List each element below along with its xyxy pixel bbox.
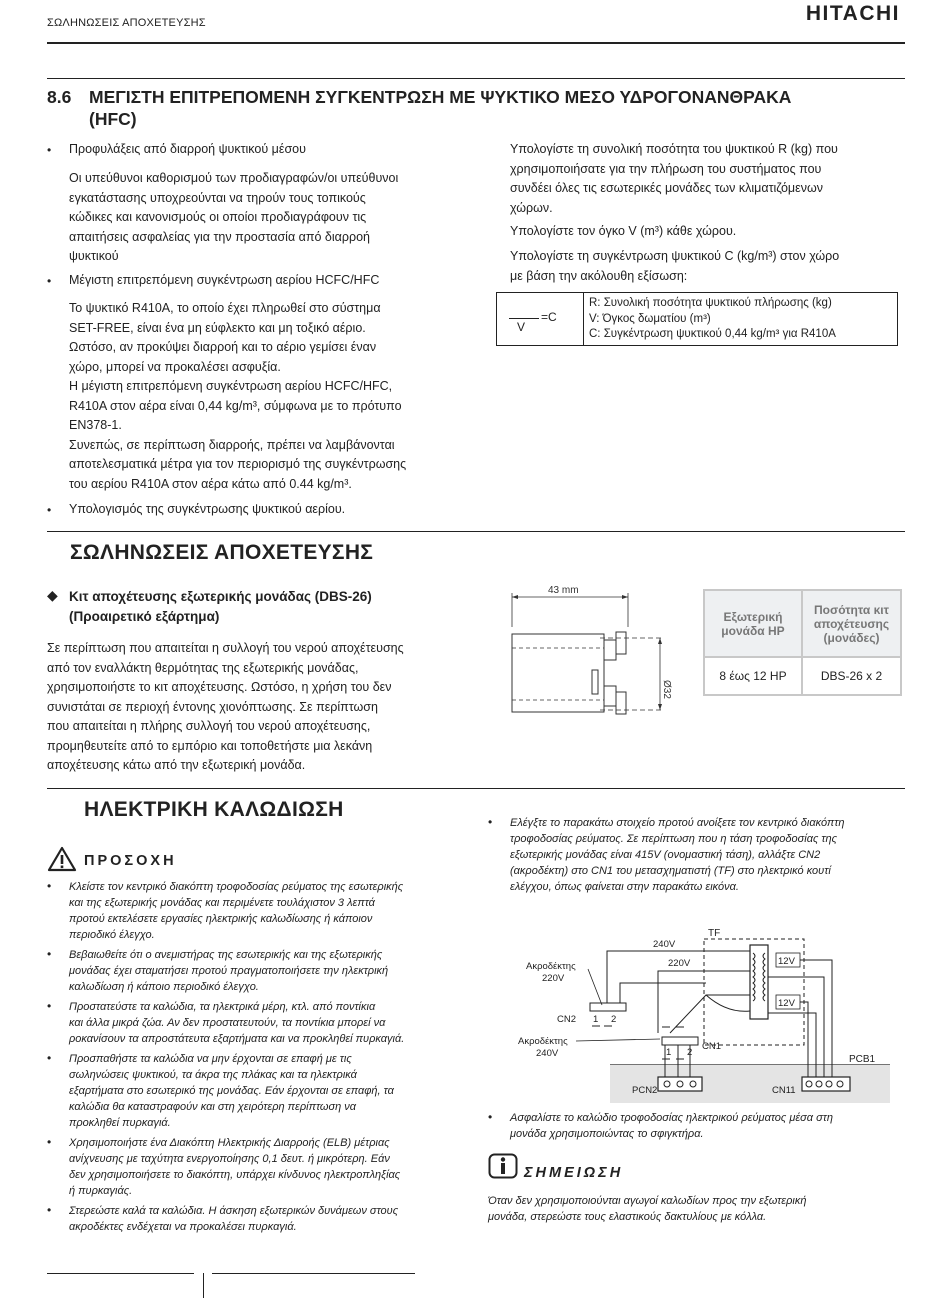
cn1-pin2: 2 (687, 1047, 693, 1058)
bullet-dot: • (488, 815, 493, 829)
dim-width-label: 43 mm (548, 585, 579, 596)
terminal-220v-value: 220V (542, 973, 565, 984)
bullet-dot: • (47, 274, 52, 288)
v12a-label: 12V (778, 956, 795, 967)
terminal-220v-label: Ακροδέκτης (526, 961, 576, 972)
section-rule (47, 78, 905, 79)
section-number: 8.6 (47, 87, 72, 107)
wiring-diagram (510, 923, 900, 1103)
formula-box (496, 292, 898, 346)
bullet-dot: • (47, 143, 52, 157)
cn2-pin1: 1 (593, 1014, 599, 1025)
table-row (704, 657, 901, 695)
bullet-dot: • (47, 999, 52, 1013)
drain-section-title: ΣΩΛΗΝΩΣΕΙΣ ΑΠΟΧΕΤΕΥΣΗΣ (70, 541, 374, 564)
caution-title: ΠΡΟΣΟΧΗ (84, 853, 177, 869)
v12b-label: 12V (778, 998, 795, 1009)
v240-label: 240V (653, 939, 676, 950)
table-header-qty: Ποσότητα κιτ αποχέτευσης (μονάδες) (802, 590, 901, 657)
section-rule (47, 788, 905, 789)
formula-definitions: R: Συνολική ποσότητα ψυκτικού πλήρωσης (kg) V: Όγκος δωματίου (m³) C: Συγκέντρωση ψυκτικού 0,44 kg/m³ για R410A (589, 297, 836, 340)
paragraph-room-volume: Υπολογίστε τον όγκο V (m³) κάθε χώρου. (510, 224, 737, 238)
footer-rule-right (212, 1273, 415, 1274)
bullet-dot: • (47, 1051, 52, 1065)
table-cell-qty: DBS-26 x 2 (802, 657, 901, 695)
formula-denominator: V (517, 320, 526, 334)
table-header-row (704, 590, 901, 657)
cn2-connector (590, 1003, 626, 1011)
list-item: • Ελέγξτε το παρακάτω στοιχείο προτού ανοίξετε τον κεντρικό διακόπτη τροφοδοσίας ρεύματος. Σε περίπτωση που η τάση τροφοδοσίας της εξωτερικής μονάδας είναι 415V (ονομαστική τάση), αλλάξτε CN2 (ακροδέκτη) στο CN1 του μετασχηματιστή (TF) στο ηλεκτρικό κουτί ελέγχου, όπως φαίνεται στην παρακάτω εικόνα. (488, 815, 845, 893)
list-item: • Προσπαθήστε τα καλώδια να μην έρχονται σε επαφή με τις σωληνώσεις ψυκτικού, τα άκρα της πλάκας και τα ηλεκτρικά εξαρτήματα στο εσωτερικό της μονάδας. Εάν έρχονται σε επαφή, τα καλώδια θα καταστραφούν και στη χειρότερη περίπτωση να προκληθεί πυρκαγιά. (47, 1051, 394, 1129)
section-title-cont: (HFC) (89, 109, 137, 129)
warning-triangle-icon (47, 846, 77, 872)
brand-logo: HITACHI (805, 2, 900, 25)
drain-paragraph: Σε περίπτωση που απαιτείται η συλλογή του νερού αποχέτευσης από τον εναλλάκτη θερμότητας της εξωτερικής μονάδας, χρησιμοποιήστε το κιτ αποχέτευσης. Ωστόσο, η χρήση του δεν συνιστάται σε περιοχή έντονης χιονόπτωσης. Σε περίπτωση που απαιτείται η πλήρης συλλογή του νερού αποχέτευσης, προμηθευτείτε από το εμπόριο και τοποθετήστε μια λεκάνη αποχέτευσης κάτω από την εξωτερική μονάδα. (47, 641, 404, 772)
caution-list (47, 879, 464, 1239)
bullet-refrigerant-leak: Προφυλάξεις από διαρροή ψυκτικού μέσου (69, 142, 306, 156)
bullet-calculation: Υπολογισμός της συγκέντρωσης ψυκτικού αερίου. (69, 502, 346, 516)
tf-label: TF (708, 928, 721, 939)
drain-kit-drawing (500, 582, 680, 722)
formula-divider (583, 293, 584, 345)
bullet-dot: • (488, 1110, 493, 1124)
bullet-dot: • (47, 1135, 52, 1149)
bullet-dot: • (47, 947, 52, 961)
paragraph-regulations: Οι υπεύθυνοι καθορισμού των προδιαγραφών/οι υπεύθυνοι εγκατάστασης υποχρεούνται να τηρούν τους τοπικούς κώδικες και κανονισμούς οι οποίοι προδιαγράφουν τις απαιτήσεις ασφαλείας για την προστασία από διαρροή ψυκτικού (69, 171, 399, 263)
list-item: • Κλείστε τον κεντρικό διακόπτη τροφοδοσίας ρεύματος της εσωτερικής και της εξωτερικής μονάδας και περιμένετε τουλάχιστον 3 λεπτά προτού εκτελέσετε εργασίες ηλεκτρικής καλωδίωσης ή κάποιον περιοδικό έλεγχο. (47, 879, 404, 941)
paragraph-concentration: Υπολογίστε τη συγκέντρωση ψυκτικού C (kg/m³) στον χώρο με βάση την ακόλουθη εξίσωση: (510, 249, 840, 283)
bullet-max-concentration: Μέγιστη επιτρεπόμενη συγκέντρωση αερίου HCFC/HFC (69, 273, 380, 287)
paragraph-r410a: Το ψυκτικό R410A, το οποίο έχει πληρωθεί στο σύστημα SET-FREE, είναι ένα μη εύφλεκτο και μη τοξικό αέριο. Ωστόσο, αν προκύψει διαρροή και το αέριο γεμίσει έναν χώρο, μπορεί να προκαλέσει ασφυξία. Η μέγιστη επιτρεπόμενη συγκέντρωση αερίου HCFC/HFC, R410A στον αέρα είναι 0,44 kg/m³, σύμφωνα με το πρότυπο EN378-1. Συνεπώς, σε περίπτωση διαρροής, πρέπει να λαμβάνονται αποτελεσματικά μέτρα για τον περιορισμό της συγκέντρωσης του αερίου R410A στον αέρα κάτω από 0.44 kg/m³. (69, 301, 407, 491)
list-item: • Προστατεύστε τα καλώδια, τα ηλεκτρικά μέρη, κτλ. από ποντίκια και άλλα μικρά ζώα. Αν δεν προστατευτούν, τα ποντίκια μπορεί να ροκανίσουν τα απροστάτευτα εξαρτήματα και να προκληθεί πυρκαγιά. (47, 999, 405, 1045)
cn2-label: CN2 (557, 1014, 577, 1025)
section-rule (47, 531, 905, 532)
cn2-pin2: 2 (611, 1014, 617, 1025)
dim-diameter-label: Ø32 (661, 680, 672, 699)
cn11-label: CN11 (772, 1085, 796, 1096)
list-item: • Βεβαιωθείτε ότι ο ανεμιστήρας της εσωτερικής και της εξωτερικής μονάδας έχει σταματήσει προτού πραγματοποιήσετε την ηλεκτρική καλωδίωση ή κάποιο περιοδικό έλεγχο. (47, 947, 389, 993)
kit-quantity-table (703, 589, 902, 696)
section-title: ΜΕΓΙΣΤΗ ΕΠΙΤΡΕΠΟΜΕΝΗ ΣΥΓΚΕΝΤΡΩΣΗ ΜΕ ΨΥΚΤΙΚΟ ΜΕΣΟ ΥΔΡΟΓΟΝΑΝΘΡΑΚΑ (89, 87, 792, 107)
formula-equals: =C (541, 310, 557, 324)
kit-title: Κιτ αποχέτευσης εξωτερικής μονάδας (DBS-26) (Προαιρετικό εξάρτημα) (69, 589, 372, 624)
table-cell-hp: 8 έως 12 HP (704, 657, 802, 695)
info-icon (488, 1153, 518, 1179)
header-section-title: ΣΩΛΗΝΩΣΕΙΣ ΑΠΟΧΕΤΕΥΣΗΣ (47, 17, 206, 29)
cn1-connector (662, 1037, 698, 1045)
paragraph-total-refrigerant: Υπολογίστε τη συνολική ποσότητα του ψυκτικού R (kg) που χρησιμοποιήσατε για την πλήρωση του συστήματος που συνδέει όλες τις εσωτερικές μονάδες των κλιματιζόμενων χώρων. (510, 142, 838, 215)
footer-divider (203, 1273, 204, 1298)
bullet-dot: • (47, 1203, 52, 1217)
pcb1-label: PCB1 (849, 1054, 876, 1065)
list-item: • Στερεώστε καλά τα καλώδια. Η άσκηση εξωτερικών δυνάμεων στους ακροδέκτες ενδέχεται να προκαλέσει πυρκαγιά. (47, 1203, 399, 1233)
fraction-bar (509, 318, 539, 319)
diamond-bullet-icon: ◆ (47, 587, 58, 603)
header-rule (47, 42, 905, 44)
terminal-240v-value: 240V (536, 1048, 559, 1059)
note-title: ΣΗΜΕΙΩΣΗ (524, 1165, 624, 1181)
electrical-section-title: ΗΛΕΚΤΡΙΚΗ ΚΑΛΩΔΙΩΣΗ (84, 798, 344, 821)
footer-rule-left (47, 1273, 194, 1274)
pcn2-label: PCN2 (632, 1085, 658, 1096)
note-text: Όταν δεν χρησιμοποιούνται αγωγοί καλωδίων προς την εξωτερική μονάδα, στερεώστε τους ελαστικούς δακτυλίους με κόλλα. (488, 1195, 807, 1223)
list-item: • Ασφαλίστε το καλώδιο τροφοδοσίας ηλεκτρικού ρεύματος μέσα στη μονάδα χρησιμοποιώντας το σφιγκτήρα. (488, 1110, 833, 1140)
cn1-pin1: 1 (666, 1047, 672, 1058)
cn1-label: CN1 (702, 1041, 722, 1052)
bullet-dot: • (47, 879, 52, 893)
table-header-hp: Εξωτερική μονάδα HP (704, 590, 802, 657)
transformer-core (750, 945, 768, 1019)
list-item: • Χρησιμοποιήστε ένα Διακόπτη Ηλεκτρικής Διαρροής (ELB) μέτριας ανίχνευσης με ταχύτητα ενεργοποίησης 0,1 δευτ. ή μικρότερη. Εάν δεν χρησιμοποιήσετε το διακόπτη, υπάρχει κίνδυνος ηλεκτροπληξίας ή πυρκαγιάς. (47, 1135, 401, 1197)
v220-label: 220V (668, 958, 691, 969)
bullet-dot: • (47, 503, 52, 517)
terminal-240v-label: Ακροδέκτης (518, 1036, 568, 1047)
